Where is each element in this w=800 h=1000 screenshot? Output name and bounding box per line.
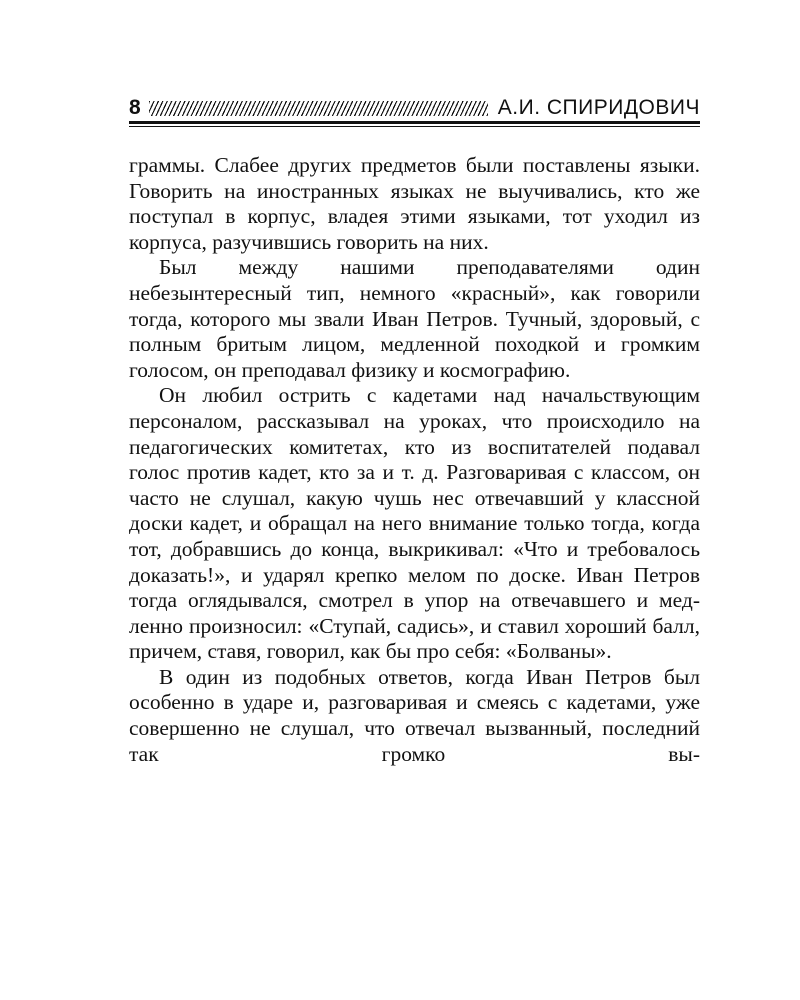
paragraph-2: Был между нашими преподавателями один небезынтересный тип, немного «красный», как говорили тогда, которого мы звали Иван Петров. Тучный, здоровый, с полным бритым лицом, медленной походкой и громким голосом, он преподавал физику и космографию. — [129, 255, 700, 382]
running-head — [129, 92, 700, 120]
body-text — [129, 153, 700, 767]
page-number: 8 — [129, 96, 141, 119]
header-rule-thick — [129, 121, 700, 124]
paragraph-4: В один из подобных ответов, когда Иван Петров был особенно в ударе и, разговаривая и смеясь с кадетами, уже совершенно не слушал, что отвечал вызванный, последний так громко вы- — [129, 664, 700, 766]
decorative-hatch — [149, 101, 488, 116]
running-head-author: А.И. СПИРИДОВИЧ — [497, 96, 700, 119]
paragraph-1: граммы. Слабее других предметов были поставлены языки. Говорить на иностранных языках не выучивались, кто же поступал в корпус, владея этими языками, тот уходил из корпуса, разучившись говорить на них. — [129, 153, 700, 254]
paragraph-3: Он любил острить с кадетами над начальствующим персоналом, рассказывал на уроках, что происходило на педагогических комитетах, кто из воспитателей подавал голос против кадет, кто за и т. д. Разговаривая с классом, он часто не слушал, какую чушь нес отвечавший у классной доски кадет, и обращал на него внимание только тогда, когда тот, добравшись до конца, выкрикивал: «Что и требовалось доказать!», и ударял крепко мелом по доске. Иван Петров тогда оглядывался, смотрел в упор на отвечавшего и медленно произносил: «Ступай, садись», и ставил хороший балл, причем, ставя, говорил, как бы про себя: «Болваны». — [129, 383, 700, 664]
header-rule-thin — [129, 126, 700, 127]
book-page — [129, 92, 700, 767]
